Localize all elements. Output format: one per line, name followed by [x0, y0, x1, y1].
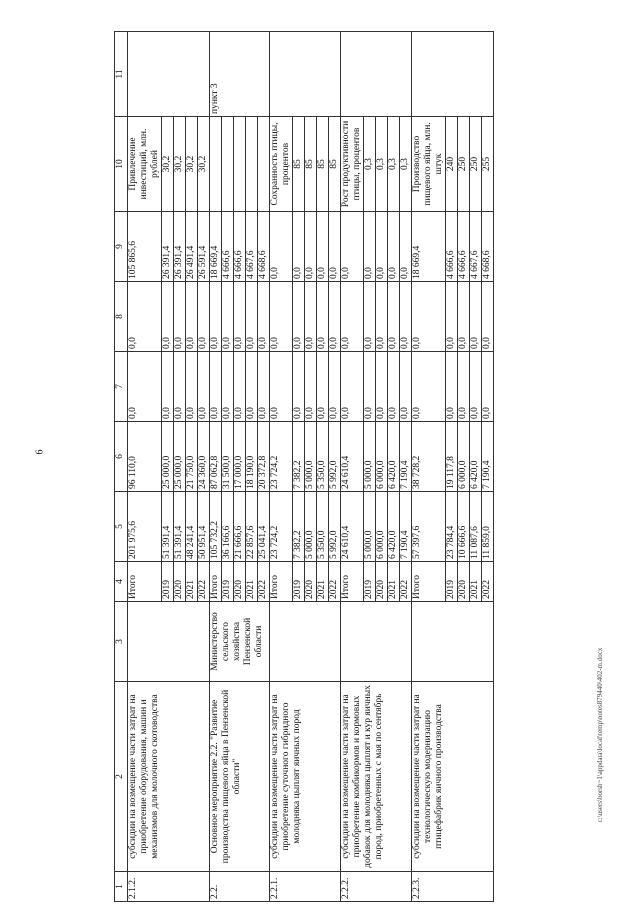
total-cell: 24 610,4 — [341, 492, 364, 562]
year-cell: 0,0 — [162, 282, 174, 352]
year-cell: 6 000,0 — [376, 492, 388, 562]
year-cell: 25 000,0 — [174, 422, 186, 492]
year-cell: 0,0 — [293, 212, 305, 282]
row-note: пункт 3 — [210, 32, 270, 117]
year-cell — [222, 117, 234, 212]
indicator-name: Привлечение инвестиций, млн. рублей — [128, 117, 162, 212]
year-cell: 0,0 — [234, 352, 246, 422]
year-cell: 0,0 — [222, 282, 234, 352]
year-cell: 7 382,2 — [293, 422, 305, 492]
year-cell: 6 000,0 — [458, 422, 470, 492]
year-cell — [258, 117, 270, 212]
table-row — [210, 32, 222, 902]
row-name: субсидии на возмещение части затрат на приобретение оборудования, машин и механизмов для молочного скотоводства — [128, 682, 210, 872]
year-cell: 250 — [458, 117, 470, 212]
year-cell: 4 666,6 — [446, 212, 458, 282]
year-cell: 0,0 — [400, 212, 412, 282]
total-cell: 23 724,2 — [270, 422, 293, 492]
year-cell: 2020 — [174, 562, 186, 602]
table-row — [412, 32, 446, 902]
total-cell: 38 728,2 — [412, 422, 446, 492]
year-cell: 250 — [470, 117, 482, 212]
total-cell: 0,0 — [270, 212, 293, 282]
column-header: 4 — [115, 562, 128, 602]
year-cell: 0,0 — [258, 352, 270, 422]
year-cell: 0,0 — [329, 212, 341, 282]
year-cell: 0,0 — [234, 282, 246, 352]
year-cell: 26 391,4 — [162, 212, 174, 282]
year-cell: 26 591,4 — [198, 212, 210, 282]
year-cell: 0,0 — [482, 352, 494, 422]
total-cell: 0,0 — [270, 352, 293, 422]
row-note — [341, 32, 412, 117]
column-header: 3 — [115, 602, 128, 682]
year-cell: 10 666,6 — [458, 492, 470, 562]
year-cell: 2021 — [317, 562, 329, 602]
year-cell: 17 000,0 — [234, 422, 246, 492]
year-cell: 5 350,0 — [317, 492, 329, 562]
year-cell: 2021 — [246, 562, 258, 602]
year-cell: 18 190,0 — [246, 422, 258, 492]
year-cell: 85 — [293, 117, 305, 212]
year-cell: 0,0 — [470, 352, 482, 422]
year-cell: 0,0 — [446, 352, 458, 422]
column-header: 5 — [115, 492, 128, 562]
year-cell: 0,0 — [388, 282, 400, 352]
year-cell: 0,0 — [174, 282, 186, 352]
year-cell: 0,0 — [400, 352, 412, 422]
row-id: 2.2.3. — [412, 872, 494, 902]
year-cell: 7 190,4 — [400, 492, 412, 562]
total-cell: 0,0 — [128, 352, 162, 422]
year-cell: 4 667,6 — [246, 212, 258, 282]
year-cell: 0,0 — [364, 282, 376, 352]
year-cell: 4 667,6 — [470, 212, 482, 282]
year-cell: 2019 — [222, 562, 234, 602]
rotated-table-sheet — [114, 32, 604, 902]
year-cell: 50 951,4 — [198, 492, 210, 562]
year-cell: 51 391,4 — [174, 492, 186, 562]
year-cell: 0,0 — [186, 352, 198, 422]
row-note — [270, 32, 341, 117]
total-cell: 24 610,4 — [341, 422, 364, 492]
year-cell: 30,2 — [186, 117, 198, 212]
footer-file-path: c:\users\borsh~1\appdata\local\temp\notes879440\402-m.docx — [596, 647, 604, 823]
year-cell: 0,0 — [364, 212, 376, 282]
year-cell: 0,0 — [293, 282, 305, 352]
year-cell: 2021 — [388, 562, 400, 602]
total-cell: 18 669,4 — [210, 212, 222, 282]
total-cell: Итого — [270, 562, 293, 602]
column-header: 9 — [115, 212, 128, 282]
row-executor — [412, 602, 494, 682]
row-name: субсидии на возмещение части затрат на технологическую модернизацию птицефабрик яичного производства — [412, 682, 494, 872]
year-cell: 0,0 — [198, 352, 210, 422]
year-cell: 5 992,0 — [329, 422, 341, 492]
year-cell: 5 000,0 — [305, 492, 317, 562]
year-cell: 5 350,0 — [317, 422, 329, 492]
year-cell: 0,3 — [388, 117, 400, 212]
total-cell: 23 724,2 — [270, 492, 293, 562]
year-cell: 0,0 — [293, 352, 305, 422]
year-cell: 6 420,0 — [470, 422, 482, 492]
year-cell: 0,0 — [364, 352, 376, 422]
year-cell: 0,0 — [388, 352, 400, 422]
year-cell: 36 166,6 — [222, 492, 234, 562]
year-cell: 2020 — [234, 562, 246, 602]
program-table — [114, 31, 494, 902]
column-header: 11 — [115, 32, 128, 117]
year-cell: 0,0 — [305, 282, 317, 352]
row-note — [128, 32, 210, 117]
year-cell: 0,0 — [458, 352, 470, 422]
year-cell: 0,0 — [329, 352, 341, 422]
year-cell: 4 666,6 — [234, 212, 246, 282]
column-header: 2 — [115, 682, 128, 872]
row-executor — [128, 602, 210, 682]
column-header: 8 — [115, 282, 128, 352]
year-cell: 6 420,0 — [388, 492, 400, 562]
year-cell: 7 190,4 — [400, 422, 412, 492]
year-cell: 7 190,4 — [482, 422, 494, 492]
total-cell: 0,0 — [412, 282, 446, 352]
row-id: 2.2.1. — [270, 872, 341, 902]
row-id: 2.2. — [210, 872, 270, 902]
year-cell: 0,0 — [317, 282, 329, 352]
year-cell: 26 491,4 — [186, 212, 198, 282]
year-cell: 0,0 — [482, 282, 494, 352]
year-cell: 2019 — [293, 562, 305, 602]
year-cell: 85 — [329, 117, 341, 212]
column-header: 7 — [115, 352, 128, 422]
year-cell: 30,2 — [174, 117, 186, 212]
year-cell: 0,0 — [470, 282, 482, 352]
year-cell: 0,0 — [305, 212, 317, 282]
year-cell: 5 992,0 — [329, 492, 341, 562]
year-cell: 85 — [305, 117, 317, 212]
year-cell: 2020 — [458, 562, 470, 602]
year-cell: 2019 — [162, 562, 174, 602]
total-cell: 0,0 — [341, 352, 364, 422]
year-cell: 26 391,4 — [174, 212, 186, 282]
total-cell: Итого — [341, 562, 364, 602]
total-cell: 0,0 — [341, 212, 364, 282]
total-cell: 87 062,8 — [210, 422, 222, 492]
year-cell: 0,0 — [376, 282, 388, 352]
total-cell: Итого — [210, 562, 222, 602]
year-cell: 2022 — [400, 562, 412, 602]
year-cell: 48 241,4 — [186, 492, 198, 562]
year-cell: 0,0 — [317, 212, 329, 282]
year-cell: 2021 — [186, 562, 198, 602]
year-cell: 0,3 — [400, 117, 412, 212]
year-cell: 30,2 — [198, 117, 210, 212]
page-number: 6 — [34, 449, 46, 455]
year-cell: 5 000,0 — [364, 492, 376, 562]
total-cell: 105 732,2 — [210, 492, 222, 562]
year-cell: 240 — [446, 117, 458, 212]
total-cell: 0,0 — [412, 352, 446, 422]
total-cell: 96 110,0 — [128, 422, 162, 492]
total-cell: Итого — [412, 562, 446, 602]
total-cell: 201 975,6 — [128, 492, 162, 562]
year-cell: 31 500,0 — [222, 422, 234, 492]
year-cell: 5 000,0 — [364, 422, 376, 492]
row-executor — [270, 602, 341, 682]
year-cell: 0,0 — [305, 352, 317, 422]
year-cell: 51 391,4 — [162, 492, 174, 562]
total-cell: 57 397,6 — [412, 492, 446, 562]
year-cell: 2022 — [198, 562, 210, 602]
year-cell: 2020 — [305, 562, 317, 602]
column-number-row — [115, 32, 128, 902]
year-cell: 22 857,6 — [246, 492, 258, 562]
year-cell: 30,2 — [162, 117, 174, 212]
indicator-name: Рост продуктивности птицы, процентов — [341, 117, 364, 212]
total-cell: 0,0 — [210, 282, 222, 352]
year-cell: 255 — [482, 117, 494, 212]
year-cell: 2021 — [470, 562, 482, 602]
row-name: субсидии на возмещение части затрат на приобретение суточного гибридного молодняка цыплят яичных пород — [270, 682, 341, 872]
year-cell: 21 666,6 — [234, 492, 246, 562]
year-cell: 25 000,0 — [162, 422, 174, 492]
year-cell: 2019 — [446, 562, 458, 602]
year-cell: 0,3 — [376, 117, 388, 212]
indicator-name: Производство пищевого яйца, млн. штук — [412, 117, 446, 212]
year-cell: 0,0 — [388, 212, 400, 282]
row-executor — [341, 602, 412, 682]
total-cell: 0,0 — [270, 282, 293, 352]
year-cell: 0,3 — [364, 117, 376, 212]
year-cell: 0,0 — [458, 282, 470, 352]
row-id: 2.1.2. — [128, 872, 210, 902]
year-cell: 0,0 — [258, 282, 270, 352]
year-cell: 0,0 — [446, 282, 458, 352]
column-header: 10 — [115, 117, 128, 212]
row-name: субсидии на возмещение части затрат на приобретение комбикормов и кормовых добавок для молодняка цыплят и кур яичных пород, приобретенных с мая по сентябрь — [341, 682, 412, 872]
year-cell: 7 382,2 — [293, 492, 305, 562]
year-cell — [234, 117, 246, 212]
year-cell: 0,0 — [174, 352, 186, 422]
year-cell — [246, 117, 258, 212]
year-cell: 2020 — [376, 562, 388, 602]
column-header: 1 — [115, 872, 128, 902]
year-cell: 2022 — [258, 562, 270, 602]
year-cell: 0,0 — [329, 282, 341, 352]
year-cell: 85 — [317, 117, 329, 212]
total-cell: Итого — [128, 562, 162, 602]
year-cell: 2022 — [482, 562, 494, 602]
year-cell: 21 750,0 — [186, 422, 198, 492]
year-cell: 0,0 — [246, 282, 258, 352]
year-cell: 6 000,0 — [376, 422, 388, 492]
indicator-name — [210, 117, 222, 212]
year-cell: 0,0 — [186, 282, 198, 352]
year-cell: 11 859,0 — [482, 492, 494, 562]
table-row — [341, 32, 364, 902]
year-cell: 4 668,6 — [258, 212, 270, 282]
year-cell: 0,0 — [246, 352, 258, 422]
year-cell: 4 668,6 — [482, 212, 494, 282]
column-header: 6 — [115, 422, 128, 492]
total-cell: 105 865,6 — [128, 212, 162, 282]
total-cell: 0,0 — [210, 352, 222, 422]
year-cell: 0,0 — [162, 352, 174, 422]
year-cell: 0,0 — [400, 282, 412, 352]
table-row — [270, 32, 293, 902]
total-cell: 0,0 — [128, 282, 162, 352]
year-cell: 2022 — [329, 562, 341, 602]
year-cell: 0,0 — [376, 212, 388, 282]
year-cell: 5 000,0 — [305, 422, 317, 492]
year-cell: 0,0 — [198, 282, 210, 352]
year-cell: 24 360,0 — [198, 422, 210, 492]
year-cell: 4 666,6 — [458, 212, 470, 282]
year-cell: 23 784,4 — [446, 492, 458, 562]
row-id: 2.2.2. — [341, 872, 412, 902]
year-cell: 4 666,6 — [222, 212, 234, 282]
year-cell: 19 117,8 — [446, 422, 458, 492]
row-note — [412, 32, 494, 117]
year-cell: 6 420,0 — [388, 422, 400, 492]
year-cell: 0,0 — [222, 352, 234, 422]
row-executor: Министерство сельского хозяйства Пензенской области — [210, 602, 270, 682]
row-name: Основное мероприятие 2.2. "Развитие производства пищевого яйца в Пензенской области" — [210, 682, 270, 872]
year-cell: 11 087,6 — [470, 492, 482, 562]
total-cell: 18 669,4 — [412, 212, 446, 282]
table-row — [128, 32, 162, 902]
year-cell: 0,0 — [376, 352, 388, 422]
indicator-name: Сохранность птицы, процентов — [270, 117, 293, 212]
year-cell: 20 372,8 — [258, 422, 270, 492]
year-cell: 2019 — [364, 562, 376, 602]
year-cell: 25 041,4 — [258, 492, 270, 562]
total-cell: 0,0 — [341, 282, 364, 352]
year-cell: 0,0 — [317, 352, 329, 422]
